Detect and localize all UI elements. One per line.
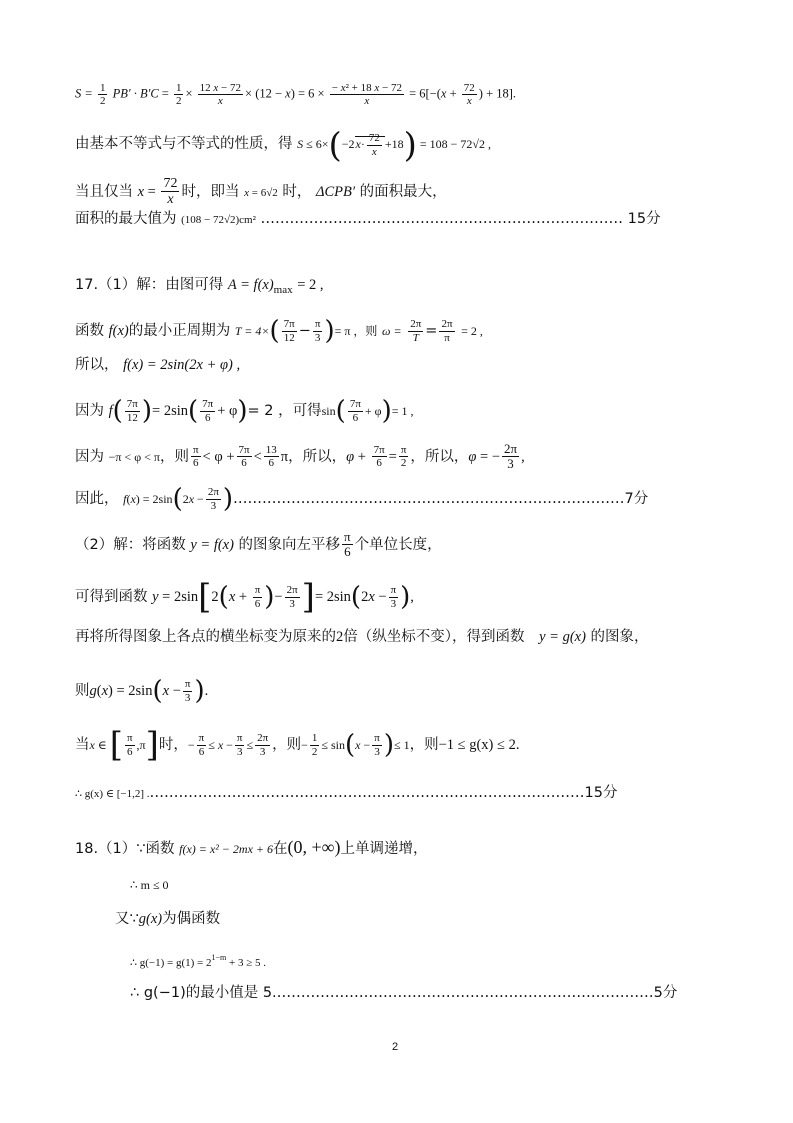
q18-interval: (0, +∞) (287, 837, 341, 857)
fx-formula: f(x) = 2sin(2x + φ) , (123, 357, 241, 373)
score-label: 7分 (624, 491, 649, 507)
min-value-text: ∴ g(−1)的最小值是 5. (130, 985, 277, 1001)
q17-part2-line6 (75, 786, 617, 801)
q17-part1-line5: 因为 −π < φ < π，则 $\frac{\pi}{6}$ < φ + $\frac{7\pi}{6}$ < $\frac{13}{6}$ π，所以，φ + $\frac{7\pi}{6}$ = $\frac{\pi}{2}$ ，所以，φ = − $\frac{2\pi}{3}$ , (75, 441, 525, 472)
q17-part2-line1: （2）解：将函数 y = f(x) 的图象向左平移 $\frac{\pi}{6}$ 个单位长度， (75, 529, 442, 560)
gx-label: g(x) (138, 911, 163, 927)
dot-leader: ……………………………………………………………………… (233, 491, 625, 507)
q17-part1-line3 (75, 358, 240, 373)
when-then3: ，则 (409, 737, 439, 753)
then-text: 则 (75, 683, 90, 699)
q18-line5 (130, 986, 677, 1001)
inequality-line: 由基本不等式与不等式的性质，得 S ≤ 6×(−2x· $\frac{72}{x}$ +18) = 108 − 72√2 , (75, 125, 492, 165)
shift-end: 个单位长度， (354, 536, 442, 553)
m-condition: ∴ m ≤ 0 (130, 878, 169, 892)
also-text: 又∵ (115, 911, 139, 927)
scale-rest: 倍（纵坐标不变），得到函数 (343, 629, 525, 645)
dot-leader: …………………………………………………………………… (276, 985, 654, 1001)
condition-text-e: 的面积最大， (359, 183, 447, 200)
when-then2: ，则 (272, 737, 302, 753)
phi-range-text: 因为 (75, 448, 104, 465)
because-mid: = 2 ，可得 (247, 403, 322, 419)
formula-S-prefix: S = (75, 86, 96, 101)
equality-condition-line: 当且仅当 x = $\frac{72}{x}$ 时，即当 x = 6√2 时， ΔCPB′ 的面积最大， (75, 176, 447, 208)
amplitude-value: = 2 , (297, 277, 324, 293)
q18-line2 (130, 878, 169, 893)
period-text: 函数 (75, 323, 104, 339)
max-area-value: (108 − 72√2)cm² (181, 214, 256, 226)
omega-value: = 2 , (461, 324, 483, 338)
g-end: + 3 ≥ 5 . (226, 956, 266, 969)
page-number: 2 (392, 1041, 399, 1053)
q17-part1-line4: 因为 f( $\frac{7\pi}{12}$ )= 2sin( $\frac{7\pi}{6}$ + φ)= 2 ，可得sin( $\frac{7\pi}{6}$ + φ)= 1 , (75, 396, 414, 426)
max-area-line (75, 212, 661, 227)
phi-then: ，则 (159, 448, 189, 465)
amplitude-formula: A = f(x) (227, 277, 274, 293)
inequality-result: = 108 − 72√2 , (419, 136, 492, 151)
q18-label: 18.（1）∵函数 (75, 841, 175, 857)
so-text: 所以， (75, 357, 119, 373)
scale-factor: 2 (336, 629, 344, 645)
score-label: 15分 (627, 211, 661, 227)
q18-fx: f(x) = x² − 2mx + 6 (179, 842, 273, 856)
scale-end: 的图象， (590, 629, 649, 645)
scale-text: 再将所得图象上各点的横坐标变为原来的 (75, 629, 336, 645)
when-text: 当 (75, 737, 90, 753)
dot-leader: ………………………………………………………………… (260, 211, 624, 227)
q17-part1-line1 (75, 278, 324, 296)
q18-end: 上单调递增， (340, 841, 428, 857)
ygx-label: y = g(x) (539, 629, 586, 645)
inequality-text: 由基本不等式与不等式的性质，得 (75, 135, 293, 152)
condition-text-b: 时，即当 (181, 183, 240, 200)
range-result: −1 ≤ g(x) ≤ 2. (438, 737, 520, 753)
q17-label: 17.（1）解：由图可得 (75, 277, 224, 293)
dot-leader: ……………………………………………………………………………… (149, 785, 585, 801)
formula-area-S: S = $\frac{1}{2}$ PB′ · B′C = $\frac{1}{2}$ × $\frac{12 x - 72}{x}$ × (12 − x) = 6 × $\frac{\text{− x² + 18 x − 72}}{x}$ = 6[−(x + $\frac{72}{x}$ ) + 18]. (75, 82, 517, 108)
q17-part1-line2: 函数 f(x)的最小正周期为 T = 4×( $\frac{7\pi}{12}$ − $\frac{\pi}{3}$ )= π ，则 ω = $\frac{2\pi}{T}$ = $\frac{2\pi}{\pi}$ = 2 , (75, 316, 483, 346)
even-function-text: 为偶函数 (162, 911, 221, 927)
sin-value: = 1 , (391, 404, 414, 418)
period-after: = π ，则 (334, 324, 378, 338)
period-T: T = 4× (234, 324, 270, 338)
because-text: 因为 (75, 403, 104, 419)
condition-text-c: 时， (282, 183, 312, 200)
q17-part2-line2: 可得到函数 y = 2sin[2(x + $\frac{\pi}{6}$ )− $\frac{2\pi}{3}$ ]= 2sin(2x − $\frac{\pi}{3}$ ), (75, 577, 414, 617)
phi-range: −π < φ < π (108, 449, 160, 464)
q18-line3 (115, 912, 220, 927)
q17-part1-line6: 因此， f(x) = 2sin(2x − $\frac{2\pi}{3}$ )………………………………………………………………………7分 (75, 484, 649, 514)
omega-label: ω = (382, 324, 402, 338)
q17-part2-line5: 当x ∈ [ $\frac{\pi}{6}$ ,π]时，− $\frac{\pi}{6}$ ≤ x − $\frac{\pi}{3}$ ≤ $\frac{2\pi}{3}$ ，则− $\frac{1}{2}$ ≤ sin(x − $\frac{\pi}{3}$ )≤ 1，则−1 ≤ g(x) ≤ 2. (75, 725, 520, 765)
condition-text-a: 当且仅当 (75, 183, 133, 200)
when-then: 时， (158, 737, 188, 753)
q18-line4 (130, 954, 266, 969)
period-text2: 的最小正周期为 (128, 323, 231, 339)
phi-so: ，所以， (288, 448, 347, 465)
q18-line1 (75, 838, 427, 857)
get-function-text: 可得到函数 (75, 589, 148, 605)
q18-in: 在 (273, 841, 288, 857)
g-exponent: 1−m (211, 953, 227, 962)
g-value: ∴ g(−1) = g(1) = 2 (130, 956, 212, 969)
phi-so2: ，所以， (410, 448, 469, 465)
triangle-label: ΔCPB′ (315, 183, 356, 200)
shift-text: （2）解：将函数 (75, 536, 186, 553)
fx-label: f(x) (108, 323, 129, 339)
q17-part2-line3 (75, 630, 649, 645)
therefore-text: 因此， (75, 491, 119, 507)
max-subscript: max (273, 283, 293, 296)
fraction-half: $\frac{1}{2}$ (99, 82, 106, 108)
range-conclusion: ∴ g(x) ∈ [−1,2] . (75, 788, 150, 800)
score-label: 15分 (584, 785, 618, 801)
yfx-label: y = f(x) (190, 536, 234, 553)
q17-part2-line4: 则g(x) = 2sin(x − $\frac{\pi}{3}$ ). (75, 676, 209, 706)
shift-rest: 的图象向左平移 (238, 536, 341, 553)
score-label: 5分 (653, 985, 678, 1001)
max-area-text: 面积的最大值为 (75, 211, 177, 227)
